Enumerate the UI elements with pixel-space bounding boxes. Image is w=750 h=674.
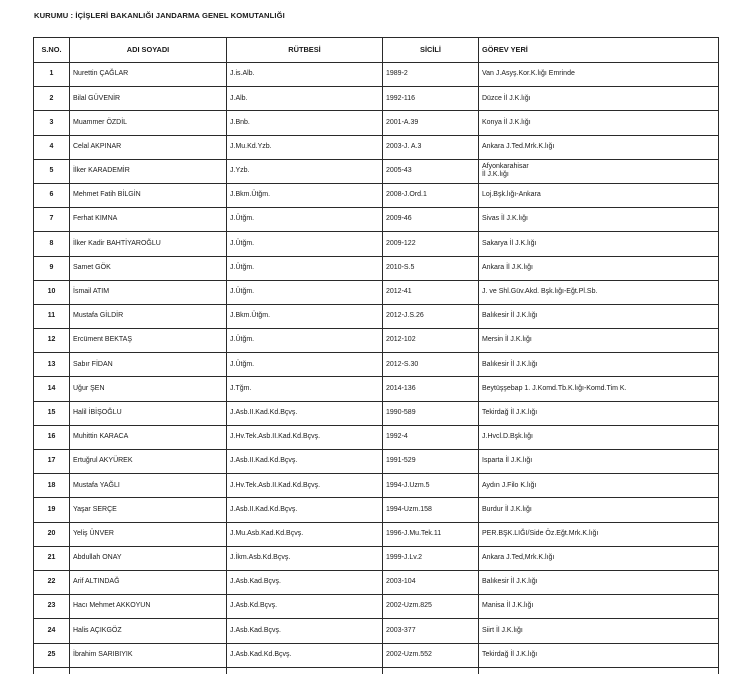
table-row bbox=[34, 401, 719, 425]
table-row bbox=[34, 256, 719, 280]
row-rank: J.Mu.Kd.Yzb. bbox=[227, 135, 383, 159]
table-row bbox=[34, 522, 719, 546]
table-row bbox=[34, 329, 719, 353]
row-post: Balıkesir İl J.K.lığı bbox=[479, 570, 719, 594]
table-row bbox=[34, 208, 719, 232]
table-body bbox=[34, 63, 719, 674]
row-registry: 2005-43 bbox=[383, 159, 479, 183]
row-rank: J.Bkm.Ütğm. bbox=[227, 183, 383, 207]
row-registry: 1992-4 bbox=[383, 425, 479, 449]
row-registry: 2012-41 bbox=[383, 280, 479, 304]
row-registry: 1996-J.Mu.Tek.11 bbox=[383, 522, 479, 546]
row-sno: 18 bbox=[34, 474, 70, 498]
row-name: Muammer ÖZDİL bbox=[70, 111, 227, 135]
row-sno: 1 bbox=[34, 63, 70, 87]
table-row bbox=[34, 474, 719, 498]
row-post: Ankara İl J.K.lığı bbox=[479, 256, 719, 280]
row-name: Halil İBİŞOĞLU bbox=[70, 401, 227, 425]
row-name: Celal AKPINAR bbox=[70, 135, 227, 159]
row-name: Mustafa YAĞLI bbox=[70, 474, 227, 498]
row-name: İlker KARADEMİR bbox=[70, 159, 227, 183]
table-row bbox=[34, 570, 719, 594]
row-rank: J.Mu.Asb.Kad.Kd.Bçvş. bbox=[227, 522, 383, 546]
row-post-line1: Afyonkarahisar bbox=[482, 162, 529, 170]
table-row bbox=[34, 595, 719, 619]
row-post: Sakarya İl J.K.lığı bbox=[479, 232, 719, 256]
table-row bbox=[34, 425, 719, 449]
row-rank: J.Hv.Tek.Asb.II.Kad.Kd.Bçvş. bbox=[227, 425, 383, 449]
row-post: Ankara J.Ted.Mrk.K.lığı bbox=[479, 135, 719, 159]
row-rank: J.Asb.II.Kad.Kd.Bçvş. bbox=[227, 450, 383, 474]
row-name: Uğur ŞEN bbox=[70, 377, 227, 401]
row-sno: 9 bbox=[34, 256, 70, 280]
row-post: Isparta İl J.K.lığı bbox=[479, 450, 719, 474]
row-post: Balıkesir İl J.K.lığı bbox=[479, 353, 719, 377]
row-registry: 2012-S.30 bbox=[383, 353, 479, 377]
row-post-line2: İl J.K.lığı bbox=[482, 171, 509, 179]
row-rank: J.Asb.II.Kad.Kd.Bçvş. bbox=[227, 498, 383, 522]
row-rank: J.Ütğm. bbox=[227, 280, 383, 304]
row-rank: J.is.Alb. bbox=[227, 63, 383, 87]
row-post: Sivas İl J.K.lığı bbox=[479, 208, 719, 232]
row-registry: 1994-Uzm.158 bbox=[383, 498, 479, 522]
row-registry: 2002-Uzm.825 bbox=[383, 595, 479, 619]
row-rank: J.Ütğm. bbox=[227, 256, 383, 280]
personnel-table bbox=[33, 37, 719, 674]
row-registry: 1989-2 bbox=[383, 63, 479, 87]
row-post: Ankara J.Ted,Mrk.K.lığı bbox=[479, 546, 719, 570]
row-rank: J.Asb.Kad.Kd.Bçvş. bbox=[227, 643, 383, 667]
row-name: Yaşar SERÇE bbox=[70, 498, 227, 522]
row-sno: 21 bbox=[34, 546, 70, 570]
row-registry: 2012-102 bbox=[383, 329, 479, 353]
table-row bbox=[34, 183, 719, 207]
row-rank: J.Ütğm. bbox=[227, 353, 383, 377]
row-registry: 2008-J.Ord.1 bbox=[383, 183, 479, 207]
row-post: Mersin İl J.K.lığı bbox=[479, 329, 719, 353]
continuation-cell bbox=[227, 667, 383, 674]
table-header-row bbox=[34, 38, 719, 63]
row-registry: 1994-J.Uzm.5 bbox=[383, 474, 479, 498]
row-post: Tekirdağ İl J.K.lığı bbox=[479, 401, 719, 425]
row-rank: J.Asb.Kd.Bçvş. bbox=[227, 595, 383, 619]
row-registry: 1991-529 bbox=[383, 450, 479, 474]
row-post: Siirt İl J.K.lığı bbox=[479, 619, 719, 643]
row-registry: 1990-589 bbox=[383, 401, 479, 425]
row-rank: J.Ütğm. bbox=[227, 329, 383, 353]
row-sno: 6 bbox=[34, 183, 70, 207]
table-row bbox=[34, 546, 719, 570]
row-sno: 16 bbox=[34, 425, 70, 449]
row-post: Beytüşşebap 1. J.Komd.Tb.K.lığı-Komd.Tim K. bbox=[479, 377, 719, 401]
header-rank: RÜTBESİ bbox=[227, 38, 383, 63]
row-post: Van J.Asyş.Kor.K.lığı Emrinde bbox=[479, 63, 719, 87]
row-sno: 5 bbox=[34, 159, 70, 183]
row-name: Ferhat KIMNA bbox=[70, 208, 227, 232]
table-row bbox=[34, 135, 719, 159]
row-rank: J.Asb.II.Kad.Kd.Bçvş. bbox=[227, 401, 383, 425]
row-sno: 10 bbox=[34, 280, 70, 304]
row-post: J. ve Shl.Güv.Akd. Bşk.lığı-Eğt.Pl.Sb. bbox=[479, 280, 719, 304]
row-rank: J.Tğm. bbox=[227, 377, 383, 401]
row-registry: 1999-J.Lv.2 bbox=[383, 546, 479, 570]
row-sno: 25 bbox=[34, 643, 70, 667]
row-sno: 15 bbox=[34, 401, 70, 425]
row-sno: 14 bbox=[34, 377, 70, 401]
continuation-cell bbox=[479, 667, 719, 674]
document-title: KURUMU : İÇİŞLERİ BAKANLIĞI JANDARMA GENEL KOMUTANLIĞI bbox=[34, 11, 285, 20]
row-sno: 11 bbox=[34, 304, 70, 328]
row-sno: 4 bbox=[34, 135, 70, 159]
header-post: GÖREV YERİ bbox=[479, 38, 719, 63]
row-registry: 2003-377 bbox=[383, 619, 479, 643]
row-name: Hacı Mehmet AKKOYUN bbox=[70, 595, 227, 619]
row-rank: J.Ütğm. bbox=[227, 232, 383, 256]
row-name: Bilal GÜVENİR bbox=[70, 87, 227, 111]
header-sno: S.NO. bbox=[34, 38, 70, 63]
table-row bbox=[34, 377, 719, 401]
table-row bbox=[34, 643, 719, 667]
table-row bbox=[34, 111, 719, 135]
row-registry: 2001-A.39 bbox=[383, 111, 479, 135]
row-name: Nurettin ÇAĞLAR bbox=[70, 63, 227, 87]
row-name: Ercüment BEKTAŞ bbox=[70, 329, 227, 353]
header-name: ADI SOYADI bbox=[70, 38, 227, 63]
row-name: Samet GÖK bbox=[70, 256, 227, 280]
row-sno: 13 bbox=[34, 353, 70, 377]
row-post: Konya İl J.K.lığı bbox=[479, 111, 719, 135]
row-post: Düzce İl J.K.lığı bbox=[479, 87, 719, 111]
continuation-cell bbox=[34, 667, 70, 674]
row-post: Aydın J.Filo K.lığı bbox=[479, 474, 719, 498]
row-sno: 2 bbox=[34, 87, 70, 111]
row-post: J.Hvcl.D.Bşk.lığı bbox=[479, 425, 719, 449]
table-row bbox=[34, 63, 719, 87]
row-registry: 2014-136 bbox=[383, 377, 479, 401]
row-post: Burdur İl J.K.lığı bbox=[479, 498, 719, 522]
row-rank: J.Hv.Tek.Asb.II.Kad.Kd.Bçvş. bbox=[227, 474, 383, 498]
table-row bbox=[34, 159, 719, 183]
row-registry: 2003-104 bbox=[383, 570, 479, 594]
continuation-cell bbox=[70, 667, 227, 674]
table-row bbox=[34, 353, 719, 377]
row-post bbox=[479, 159, 719, 183]
row-rank: J.Yzb. bbox=[227, 159, 383, 183]
row-name: Mustafa GİLDİR bbox=[70, 304, 227, 328]
row-sno: 22 bbox=[34, 570, 70, 594]
row-rank: J.Bkm.Ütğm. bbox=[227, 304, 383, 328]
table-row bbox=[34, 619, 719, 643]
row-post: Loj.Bşk.lığı-Ankara bbox=[479, 183, 719, 207]
row-post: Manisa İl J.K.lığı bbox=[479, 595, 719, 619]
row-registry: 2010-S.5 bbox=[383, 256, 479, 280]
row-sno: 17 bbox=[34, 450, 70, 474]
header-registry: SİCİLİ bbox=[383, 38, 479, 63]
row-sno: 19 bbox=[34, 498, 70, 522]
row-name: İlker Kadir BAHTİYAROĞLU bbox=[70, 232, 227, 256]
row-name: Abdullah ONAY bbox=[70, 546, 227, 570]
row-name: Sabır FİDAN bbox=[70, 353, 227, 377]
row-name: Mehmet Fatih BİLGİN bbox=[70, 183, 227, 207]
table-row bbox=[34, 232, 719, 256]
continuation-cell bbox=[383, 667, 479, 674]
row-registry: 1992-116 bbox=[383, 87, 479, 111]
row-name: Yeliş ÜNVER bbox=[70, 522, 227, 546]
row-post: Balıkesir İl J.K.lığı bbox=[479, 304, 719, 328]
row-registry: 2009-122 bbox=[383, 232, 479, 256]
table-row bbox=[34, 87, 719, 111]
row-name: Ertuğrul AKYÜREK bbox=[70, 450, 227, 474]
row-sno: 8 bbox=[34, 232, 70, 256]
row-rank: J.Asb.Kad.Bçvş. bbox=[227, 570, 383, 594]
table-row bbox=[34, 450, 719, 474]
row-registry: 2003-J. A.3 bbox=[383, 135, 479, 159]
row-post: Tekirdağ İl J.K.lığı bbox=[479, 643, 719, 667]
row-rank: J.Bnb. bbox=[227, 111, 383, 135]
row-name: İbrahim SARIBIYIK bbox=[70, 643, 227, 667]
row-rank: J.Alb. bbox=[227, 87, 383, 111]
row-registry: 2009-46 bbox=[383, 208, 479, 232]
row-rank: J.Asb.Kad.Bçvş. bbox=[227, 619, 383, 643]
row-name: İsmail ATIM bbox=[70, 280, 227, 304]
row-name: Muhittin KARACA bbox=[70, 425, 227, 449]
row-sno: 23 bbox=[34, 595, 70, 619]
row-sno: 7 bbox=[34, 208, 70, 232]
row-sno: 24 bbox=[34, 619, 70, 643]
row-sno: 12 bbox=[34, 329, 70, 353]
row-registry: 2012-J.S.26 bbox=[383, 304, 479, 328]
table-row bbox=[34, 280, 719, 304]
row-name: Halis AÇIKGÖZ bbox=[70, 619, 227, 643]
row-sno: 20 bbox=[34, 522, 70, 546]
row-rank: J.İkm.Asb.Kd.Bçvş. bbox=[227, 546, 383, 570]
table-row bbox=[34, 498, 719, 522]
table-row bbox=[34, 304, 719, 328]
table-row-continuation bbox=[34, 667, 719, 674]
row-rank: J.Ütğm. bbox=[227, 208, 383, 232]
row-post: PER.BŞK.LIĞI/Side Öz.Eğt.Mrk.K.lığı bbox=[479, 522, 719, 546]
row-registry: 2002-Uzm.552 bbox=[383, 643, 479, 667]
row-name: Arif ALTINDAĞ bbox=[70, 570, 227, 594]
row-sno: 3 bbox=[34, 111, 70, 135]
